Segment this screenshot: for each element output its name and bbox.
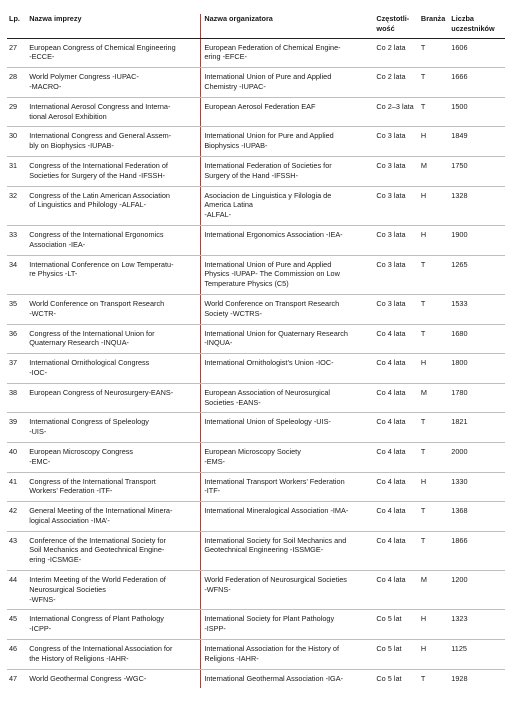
cell-lp: 36: [7, 324, 27, 354]
cell-participants: 1900: [449, 225, 505, 255]
cell-lp: 32: [7, 186, 27, 225]
cell-lp: 33: [7, 225, 27, 255]
cell-frequency: Co 3 lata: [374, 225, 419, 255]
cell-frequency: Co 3 lata: [374, 127, 419, 157]
table-row: [7, 354, 505, 384]
table-row: [7, 531, 505, 570]
cell-industry: T: [419, 294, 449, 324]
cell-organizer: International Federation of Societies for Surgery of the Hand -IFSSH-: [201, 156, 375, 186]
cell-event-name: Congress of the International Transport Workers’ Federation -ITF-: [27, 472, 201, 502]
cell-frequency: Co 2 lata: [374, 38, 419, 68]
cell-organizer: International Union of Pure and Applied Chemistry -IUPAC-: [201, 68, 375, 98]
cell-lp: 45: [7, 610, 27, 640]
table-row: [7, 186, 505, 225]
cell-industry: M: [419, 383, 449, 413]
cell-organizer: International Union for Pure and Applied Biophysics -IUPAB-: [201, 127, 375, 157]
cell-event-name: Congress of the International Federation of Societies for Surgery of the Hand -IFSSH-: [27, 156, 201, 186]
cell-lp: 27: [7, 38, 27, 68]
cell-event-name: World Geothermal Congress -WGC-: [29, 673, 147, 683]
cell-frequency: Co 4 lata: [374, 383, 419, 413]
cell-participants: 1328: [449, 186, 505, 225]
cell-industry: T: [419, 324, 449, 354]
cell-lp: 28: [7, 68, 27, 98]
cell-frequency: Co 4 lata: [374, 413, 419, 443]
cell-frequency: Co 4 lata: [374, 354, 419, 384]
cell-frequency: Co 4 lata: [374, 442, 419, 472]
cell-participants: 1330: [449, 472, 505, 502]
cell-event-name: European Congress of Chemical Engineering -ECCE-: [27, 38, 201, 68]
cell-participants: 1849: [449, 127, 505, 157]
cell-organizer: International Society for Soil Mechanics and Geotechnical Engineering -ISSMGE-: [201, 531, 375, 570]
cell-event-name: Conference of the International Society for Soil Mechanics and Geotechnical Engine- ering -ICSMGE-: [27, 531, 201, 570]
cell-participants: 1125: [449, 640, 505, 670]
cell-participants: 1368: [449, 502, 505, 532]
cell-lp: 29: [7, 97, 27, 127]
table-row: [7, 127, 505, 157]
table-row: [7, 68, 505, 98]
cell-event-name: International Conference on Low Temperatu- re Physics -LT-: [27, 255, 201, 294]
cell-frequency: Co 4 lata: [374, 531, 419, 570]
cell-lp: 42: [7, 502, 27, 532]
cell-frequency: Co 5 lat: [374, 640, 419, 670]
header-participants: Liczba uczestników: [449, 14, 505, 38]
cell-frequency: Co 5 lat: [374, 610, 419, 640]
cell-frequency: Co 2–3 lata: [374, 97, 419, 127]
cell-industry: H: [419, 225, 449, 255]
cell-organizer: International Union of Speleology -UIS-: [201, 413, 375, 443]
table-row: [7, 255, 505, 294]
cell-organizer: International Union for Quaternary Research -INQUA-: [201, 324, 375, 354]
cell-industry: T: [419, 97, 449, 127]
table-row: [7, 640, 505, 670]
cell-event-name: International Congress of Speleology -UIS-: [27, 413, 201, 443]
cell-event-name: Congress of the International Ergonomics Association -IEA-: [27, 225, 201, 255]
cell-lp: 46: [7, 640, 27, 670]
cell-organizer: European Association of Neurosurgical Societies -EANS-: [201, 383, 375, 413]
cell-lp: 44: [7, 571, 27, 610]
cell-organizer: Asociacion de Linguistica y Filologia de America Latina -ALFAL-: [201, 186, 375, 225]
cell-organizer: International Union of Pure and Applied Physics -IUPAP- The Commission on Low Temperature Physics (C5): [201, 255, 375, 294]
cell-participants: 1928: [451, 673, 468, 683]
cell-participants: 1821: [449, 413, 505, 443]
table-row: [7, 383, 505, 413]
table-row: [7, 97, 505, 127]
cell-frequency: Co 2 lata: [374, 68, 419, 98]
cell-organizer: International Association for the History of Religions -IAHR-: [201, 640, 375, 670]
cell-frequency: Co 5 lat: [376, 673, 402, 683]
cell-participants: 1780: [449, 383, 505, 413]
cell-frequency: Co 4 lata: [374, 502, 419, 532]
cell-event-name: International Congress and General Assem- bly on Biophysics -IUPAB-: [27, 127, 201, 157]
cell-lp: 35: [7, 294, 27, 324]
cell-organizer: European Microscopy Society -EMS-: [201, 442, 375, 472]
table-row: [7, 442, 505, 472]
cell-participants: 1750: [449, 156, 505, 186]
cell-lp: 40: [7, 442, 27, 472]
cell-event-name: General Meeting of the International Minera- logical Association -IMA’-: [27, 502, 201, 532]
cell-industry: H: [419, 640, 449, 670]
cell-industry: T: [419, 531, 449, 570]
cell-organizer: International Ergonomics Association -IEA-: [201, 225, 375, 255]
cell-industry: H: [419, 610, 449, 640]
cell-frequency: Co 4 lata: [374, 472, 419, 502]
cell-lp: 41: [7, 472, 27, 502]
cell-event-name: Congress of the International Association for the History of Religions -IAHR-: [27, 640, 201, 670]
cell-industry: H: [419, 472, 449, 502]
cell-frequency: Co 3 lata: [374, 255, 419, 294]
cell-lp: 37: [7, 354, 27, 384]
cell-organizer: International Mineralogical Association -IMA-: [201, 502, 375, 532]
cell-industry: H: [419, 127, 449, 157]
header-lp: Lp.: [7, 14, 27, 38]
table-row: [7, 669, 505, 688]
table-row: [7, 610, 505, 640]
header-frequency: Częstotli- wość: [374, 14, 419, 38]
cell-frequency: Co 3 lata: [374, 156, 419, 186]
table-row: [7, 324, 505, 354]
cell-lp: 38: [7, 383, 27, 413]
table-row: [7, 225, 505, 255]
cell-event-name: European Microscopy Congress -EMC-: [27, 442, 201, 472]
cell-event-name: Congress of the International Union for Quaternary Research -INQUA-: [27, 324, 201, 354]
cell-event-name: International Congress of Plant Pathology -ICPP-: [27, 610, 201, 640]
table-row: [7, 294, 505, 324]
cell-industry: T: [420, 673, 426, 683]
cell-lp: 47: [9, 673, 18, 683]
cell-organizer: European Federation of Chemical Engine- ering -EFCE-: [201, 38, 375, 68]
table-body: [7, 38, 505, 688]
cell-participants: 2000: [449, 442, 505, 472]
cell-organizer: International Ornithologist’s Union -IOC-: [201, 354, 375, 384]
cell-organizer: International Society for Plant Pathology -ISPP-: [201, 610, 375, 640]
cell-organizer: International Geothermal Association -IGA-: [201, 669, 375, 688]
events-table: [7, 14, 505, 688]
cell-event-name: European Congress of Neurosurgery-EANS-: [27, 383, 201, 413]
cell-event-name: Congress of the Latin American Association of Linguistics and Philology -ALFAL-: [27, 186, 201, 225]
cell-industry: H: [419, 354, 449, 384]
cell-industry: T: [419, 68, 449, 98]
cell-frequency: Co 4 lata: [374, 324, 419, 354]
table-row: [7, 38, 505, 68]
cell-participants: 1666: [449, 68, 505, 98]
cell-organizer: World Conference on Transport Research Society -WCTRS-: [201, 294, 375, 324]
table-row: [7, 156, 505, 186]
cell-event-name: International Aerosol Congress and Interna- tional Aerosol Exhibition: [27, 97, 201, 127]
cell-participants: 1606: [449, 38, 505, 68]
cell-industry: T: [419, 413, 449, 443]
cell-industry: M: [419, 156, 449, 186]
cell-participants: 1265: [449, 255, 505, 294]
header-industry: Branża: [419, 14, 449, 38]
cell-frequency: Co 4 lata: [374, 571, 419, 610]
cell-industry: T: [419, 442, 449, 472]
cell-lp: 31: [7, 156, 27, 186]
cell-organizer: World Federation of Neurosurgical Societies -WFNS-: [201, 571, 375, 610]
table-row: [7, 472, 505, 502]
cell-industry: H: [419, 186, 449, 225]
cell-organizer: European Aerosol Federation EAF: [201, 97, 375, 127]
table-row: [7, 502, 505, 532]
table-row: [7, 413, 505, 443]
cell-participants: 1500: [449, 97, 505, 127]
cell-event-name: International Ornithological Congress -IOC-: [27, 354, 201, 384]
cell-participants: 1680: [449, 324, 505, 354]
cell-industry: M: [419, 571, 449, 610]
cell-industry: T: [419, 255, 449, 294]
cell-participants: 1866: [449, 531, 505, 570]
cell-lp: 30: [7, 127, 27, 157]
header-event-name: Nazwa imprezy: [27, 14, 201, 38]
header-organizer: Nazwa organizatora: [201, 14, 375, 38]
cell-lp: 34: [7, 255, 27, 294]
cell-frequency: Co 3 lata: [374, 186, 419, 225]
cell-frequency: Co 3 lata: [374, 294, 419, 324]
cell-lp: 43: [7, 531, 27, 570]
cell-industry: T: [419, 38, 449, 68]
cell-participants: 1200: [449, 571, 505, 610]
cell-industry: T: [419, 502, 449, 532]
header-row: [7, 14, 505, 38]
cell-lp: 39: [7, 413, 27, 443]
cell-event-name: Interim Meeting of the World Federation of Neurosurgical Societies -WFNS-: [27, 571, 201, 610]
table-row: [7, 571, 505, 610]
cell-participants: 1323: [449, 610, 505, 640]
cell-event-name: World Polymer Congress -IUPAC- -MACRO-: [27, 68, 201, 98]
cell-participants: 1800: [449, 354, 505, 384]
cell-participants: 1533: [449, 294, 505, 324]
cell-event-name: World Conference on Transport Research -WCTR-: [27, 294, 201, 324]
cell-organizer: International Transport Workers’ Federation -ITF-: [201, 472, 375, 502]
